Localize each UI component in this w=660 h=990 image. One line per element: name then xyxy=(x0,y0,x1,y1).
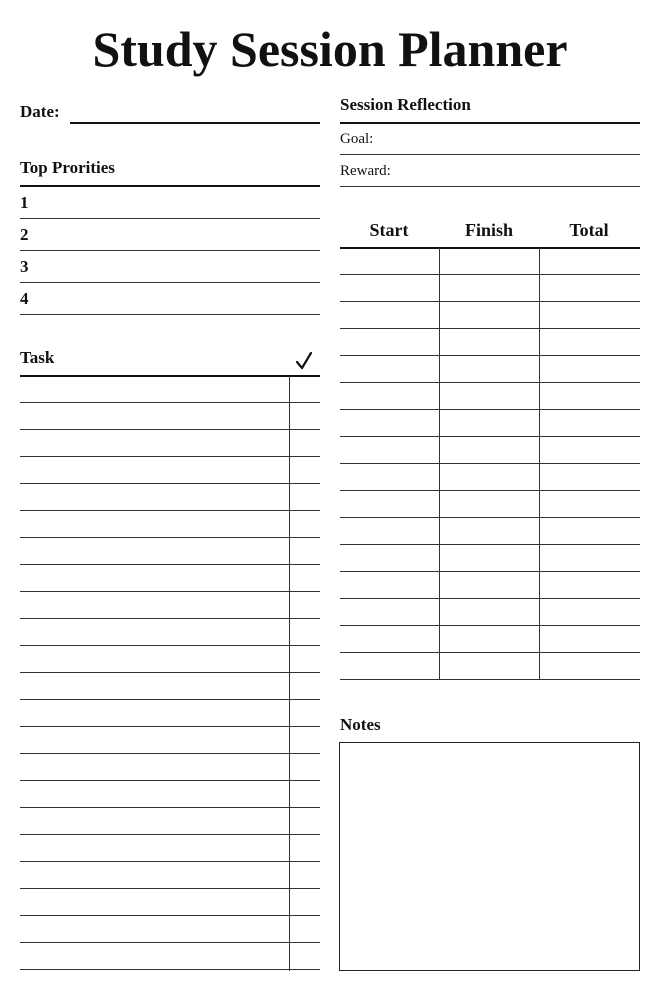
task-row-line[interactable] xyxy=(20,861,320,862)
priority-number-3: 3 xyxy=(20,257,29,276)
priority-line-4[interactable] xyxy=(20,314,320,315)
time-table-row-line[interactable] xyxy=(340,328,640,329)
time-table-header-rule xyxy=(340,247,640,249)
task-row-line[interactable] xyxy=(20,942,320,943)
time-table-row-line[interactable] xyxy=(340,652,640,653)
date-label: Date: xyxy=(20,102,60,121)
page-title: Study Session Planner xyxy=(92,21,568,77)
task-row-line[interactable] xyxy=(20,780,320,781)
task-row-line[interactable] xyxy=(20,807,320,808)
reflection-header-rule xyxy=(340,122,640,124)
time-table-row-line[interactable] xyxy=(340,301,640,302)
priority-line-3[interactable] xyxy=(20,282,320,283)
reward-label: Reward: xyxy=(340,163,391,179)
time-table-row-line[interactable] xyxy=(340,463,640,464)
col-head-finish: Finish xyxy=(464,220,514,240)
task-row-line[interactable] xyxy=(20,672,320,673)
time-table-row-line[interactable] xyxy=(340,544,640,545)
time-table-row-line[interactable] xyxy=(340,571,640,572)
time-table-row-line[interactable] xyxy=(340,382,640,383)
task-row-line[interactable] xyxy=(20,834,320,835)
time-table-row-line[interactable] xyxy=(340,355,640,356)
priorities-header-rule xyxy=(20,185,320,187)
task-row-line[interactable] xyxy=(20,726,320,727)
reward-field-line[interactable] xyxy=(340,186,640,187)
time-table-row-line[interactable] xyxy=(340,436,640,437)
task-row-line[interactable] xyxy=(20,888,320,889)
priority-number-1: 1 xyxy=(20,193,29,212)
task-row-line[interactable] xyxy=(20,645,320,646)
priority-number-2: 2 xyxy=(20,225,29,244)
goal-field-line[interactable] xyxy=(340,154,640,155)
task-row-line[interactable] xyxy=(20,510,320,511)
task-row-line[interactable] xyxy=(20,753,320,754)
time-table-row-line[interactable] xyxy=(340,517,640,518)
time-table-row-line[interactable] xyxy=(340,409,640,410)
task-row-line[interactable] xyxy=(20,591,320,592)
task-row-line[interactable] xyxy=(20,483,320,484)
time-table-divider-1 xyxy=(439,248,440,680)
priority-line-2[interactable] xyxy=(20,250,320,251)
time-table-row-line[interactable] xyxy=(340,679,640,680)
goal-label: Goal: xyxy=(340,131,374,147)
col-head-start: Start xyxy=(369,220,409,240)
time-table-row-line[interactable] xyxy=(340,625,640,626)
time-table-row-line[interactable] xyxy=(340,490,640,491)
task-heading: Task xyxy=(20,348,55,367)
task-header-rule xyxy=(20,375,320,377)
priorities-heading: Top Prorities xyxy=(20,158,115,177)
task-check-divider xyxy=(289,376,290,971)
time-table-row-line[interactable] xyxy=(340,598,640,599)
task-row-line[interactable] xyxy=(20,402,320,403)
date-field-line[interactable] xyxy=(70,122,320,124)
priority-line-1[interactable] xyxy=(20,218,320,219)
task-row-line[interactable] xyxy=(20,537,320,538)
task-row-line[interactable] xyxy=(20,429,320,430)
task-row-line[interactable] xyxy=(20,915,320,916)
task-row-line[interactable] xyxy=(20,618,320,619)
notes-heading: Notes xyxy=(340,715,381,734)
task-row-line[interactable] xyxy=(20,699,320,700)
time-table-row-line[interactable] xyxy=(340,274,640,275)
time-table-divider-2 xyxy=(539,248,540,680)
col-head-total: Total xyxy=(569,220,609,240)
priority-number-4: 4 xyxy=(20,289,29,308)
task-row-line[interactable] xyxy=(20,456,320,457)
task-row-line[interactable] xyxy=(20,969,320,970)
reflection-heading: Session Reflection xyxy=(340,95,471,114)
task-row-line[interactable] xyxy=(20,564,320,565)
notes-box[interactable] xyxy=(339,742,640,971)
check-icon xyxy=(294,350,314,372)
